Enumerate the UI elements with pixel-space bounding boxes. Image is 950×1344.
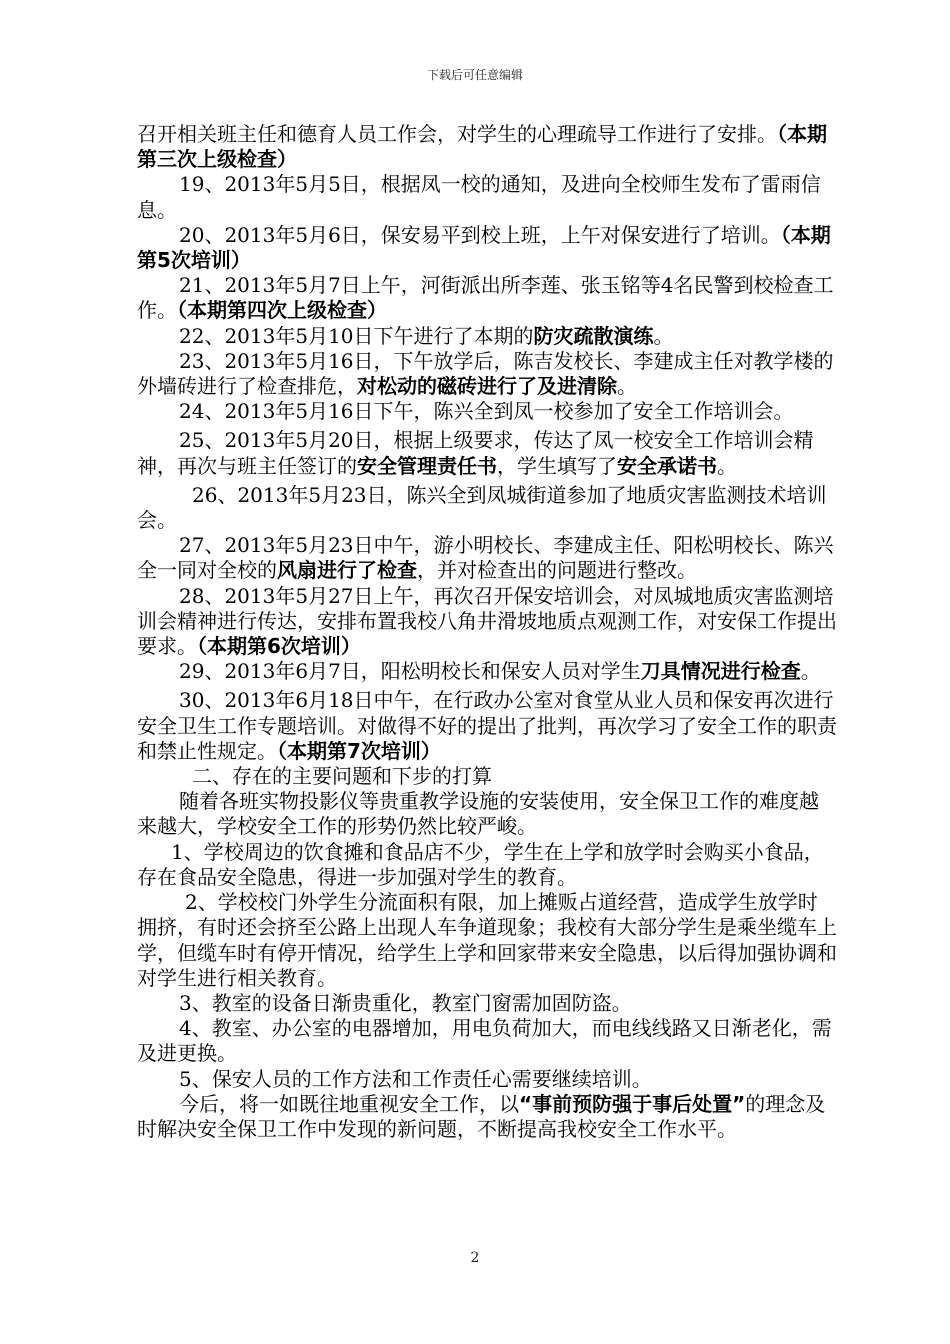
issue-item-3: 3、教室的设备日渐贵重化，教室门窗需加固防盗。 [179, 990, 632, 1015]
issue-item-5: 5、保安人员的工作方法和工作责任心需要继续培训。 [179, 1066, 652, 1091]
paragraph-25: 25、2013年5月20日，根据上级要求，传达了凤一校安全工作培训会精神，再次与班主任签订的安全管理责任书，学生填写了安全承诺书。 [137, 428, 814, 478]
document-body [137, 122, 837, 1142]
paragraph-conclusion: 今后，将一如既往地重视安全工作，以“事前预防强于事后处置”的理念及时解决安全保卫工作中发现的新问题，不断提高我校安全工作水平。 [137, 1091, 826, 1141]
paragraph-29: 29、2013年6月7日，阳松明校长和保安人员对学生刀具情况进行检查。 [179, 659, 821, 684]
paragraph-intro: 随着各班实物投影仪等贵重教学设施的安装使用，安全保卫工作的难度越来越大，学校安全工作的形势仍然比较严峻。 [137, 789, 819, 839]
paragraph-19: 19、2013年5月5日，根据凤一校的通知，及进向全校师生发布了雷雨信息。 [137, 172, 821, 222]
paragraph-24: 24、2013年5月16日下午，陈兴全到凤一校参加了安全工作培训会。 [179, 399, 794, 424]
bold-phrase: 安全管理责任书 [357, 453, 497, 478]
paragraph-27: 27、2013年5月23日中午，游小明校长、李建成主任、阳松明校长、陈兴全一同对全校的风扇进行了检查，并对检查出的问题进行整改。 [137, 533, 834, 583]
bold-phrase: “事前预防强于事后处置” [519, 1091, 746, 1116]
bold-note: （本期第四次上级检查） [177, 298, 387, 323]
bold-phrase: 刀具情况进行检查 [640, 659, 801, 684]
paragraph-21: 21、2013年5月7日上午，河街派出所李莲、张玉铭等4名民警到校检查工作。（本期第四次上级检查） [137, 273, 834, 323]
paragraph-30: 30、2013年6月18日中午，在行政办公室对食堂从业人员和保安再次进行安全卫生工作专题培训。对做得不好的提出了批判，再次学习了安全工作的职责和禁止性规定。（本期第7次培训） [137, 688, 837, 763]
bold-phrase: 防灾疏散演练 [533, 323, 654, 348]
issue-item-4: 4、教室、办公室的电器增加，用电负荷加大，而电线线路又日渐老化，需及进更换。 [137, 1016, 832, 1066]
bold-note: （本期第6次培训） [197, 634, 361, 659]
paragraph-26: 26、2013年5月23日，陈兴全到凤城街道参加了地质灾害监测技术培训会。 [137, 482, 827, 533]
paragraph-28: 28、2013年5月27日上午，再次召开保安培训会，对凤城地质灾害监测培训会精神进行传达，安排布置我校八角井滑坡地质点观测工作，对安保工作提出要求。（本期第6次培训） [137, 583, 837, 659]
page-header: 下载后可任意编辑 [426, 68, 523, 82]
paragraph-20: 20、2013年5月6日，保安易平到校上班，上午对保安进行了培训。（本期第5次培训） [137, 222, 831, 273]
bold-phrase: 对松动的磁砖进行了及进清除 [357, 374, 617, 399]
page-number: 2 [470, 1250, 480, 1266]
bold-note: （本期第7次培训） [277, 738, 441, 763]
paragraph-23: 23、2013年5月16日，下午放学后，陈吉发校长、李建成主任对教学楼的外墙砖进行了检查排危，对松动的磁砖进行了及进清除。 [137, 348, 834, 399]
bold-phrase: 风扇进行了检查 [277, 558, 417, 583]
paragraph-continued: 召开相关班主任和德育人员工作会，对学生的心理疏导工作进行了安排。（本期第三次上级检查） [137, 122, 827, 172]
paragraph-22: 22、2013年5月10日下午进行了本期的防灾疏散演练。 [179, 323, 674, 348]
issue-item-1: 1、学校周边的饮食摊和食品店不少，学生在上学和放学时会购买小食品，存在食品安全隐患，得进一步加强对学生的教育。 [137, 839, 824, 889]
bold-note: （本期第三次上级检查） [137, 122, 827, 172]
issue-item-2: 2、学校校门外学生分流面积有限，加上摊贩占道经营，造成学生放学时拥挤，有时还会挤至公路上出现人车争道现象；我校有大部分学生是乘坐缆车上学，但缆车时有停开情况，给学生上学和回家带来安全隐患，以后得加强协调和对学生进行相关教育。 [137, 890, 837, 990]
bold-note: （本期第5次培训） [137, 222, 831, 273]
section-heading: 二、存在的主要问题和下步的打算 [192, 764, 492, 789]
bold-phrase: 安全承诺书 [617, 453, 717, 478]
